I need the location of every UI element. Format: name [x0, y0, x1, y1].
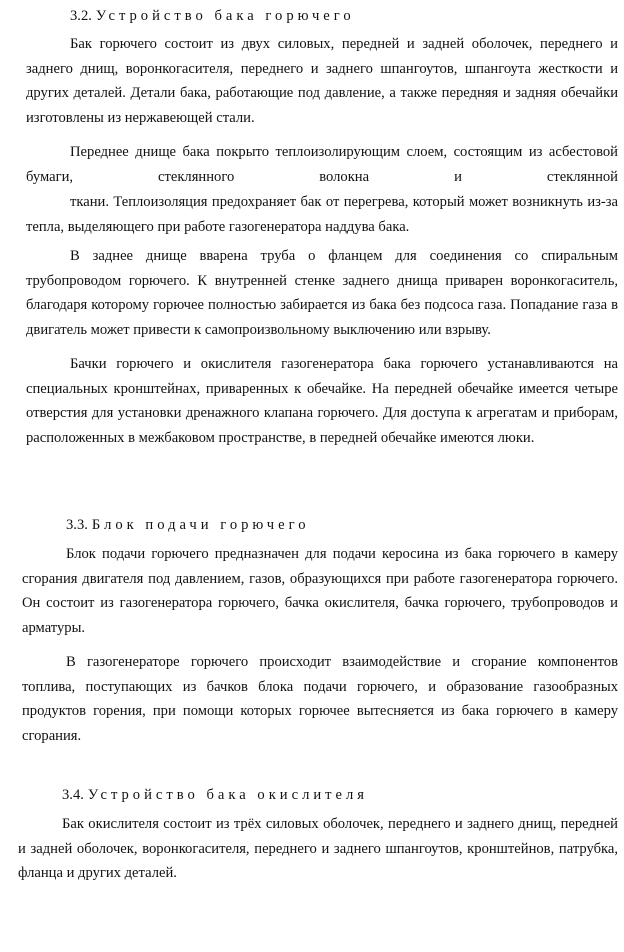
section-title: Устройство бака окислителя	[87, 787, 369, 803]
section-heading-3-3	[66, 517, 310, 534]
section-heading-3-2	[70, 8, 355, 25]
paragraph: В газогенераторе горючего происходит взаимодействие и сгорание компонентов топлива, поступающих из бачков блока подачи горючего, и образование газообразных продуктов горения, при помощи которых горючее вытесняется из бака горючего в камеру сгорания.	[22, 654, 618, 744]
paragraph: Переднее днище бака покрыто теплоизолирующим слоем, состоящим из асбестовой бумаги, стеклянного волокна и стеклянной	[26, 144, 618, 185]
section-number: 3.2.	[70, 8, 92, 24]
paragraph: Бак горючего состоит из двух силовых, передней и задней оболочек, переднего и заднего днищ, воронкогасителя, переднего и заднего шпангоутов, шпангоута жесткости и других деталей. Детали бака, работающие под давление, а также передняя и задняя обечайки изготовлены из нержавеющей стали.	[26, 36, 618, 126]
paragraph: Бак окислителя состоит из трёх силовых оболочек, переднего и заднего днищ, передней и задней оболочек, воронкогасителя, переднего и заднего шпангоутов, кронштейнов, патрубка, фланца и других деталей.	[18, 816, 618, 881]
section-number: 3.4.	[62, 787, 84, 803]
paragraph: Бачки горючего и окислителя газогенератора бака горючего устанавливаются на специальных кронштейнах, приваренных к обечайке. На передней обечайке имеется четыре отверстия для установки дренажного клапана горючего. Для доступа к агрегатам и приборам, расположенных в межбаковом пространстве, в передней обечайке имеются люки.	[26, 356, 618, 446]
paragraph: ткани. Теплоизоляция предохраняет бак от перегрева, который может возникнуть из-за тепла, выделяющего при работе газогенератора наддува бака.	[26, 194, 618, 235]
section-number: 3.3.	[66, 517, 88, 533]
paragraph: Блок подачи горючего предназначен для подачи керосина из бака горючего в камеру сгорания двигателя под давлением, газов, образующихся при работе газогенератора горючего. Он состоит из газогенератора горючего, бачка окислителя, бачка горючего, трубопроводов и арматуры.	[22, 546, 618, 636]
paragraph: В заднее днище вварена труба о фланцем для соединения со спиральным трубопроводом горючего. К внутренней стенке заднего днища приварен воронкогаситель, благодаря которому горючее полностью забирается из бака без подсоса газа. Попадание газа в двигатель может привести к самопроизвольному выключению или взрыву.	[26, 248, 618, 338]
section-title: Устройство бака горючего	[95, 8, 355, 24]
section-heading-3-4	[62, 787, 368, 804]
section-title: Блок подачи горючего	[91, 517, 310, 533]
